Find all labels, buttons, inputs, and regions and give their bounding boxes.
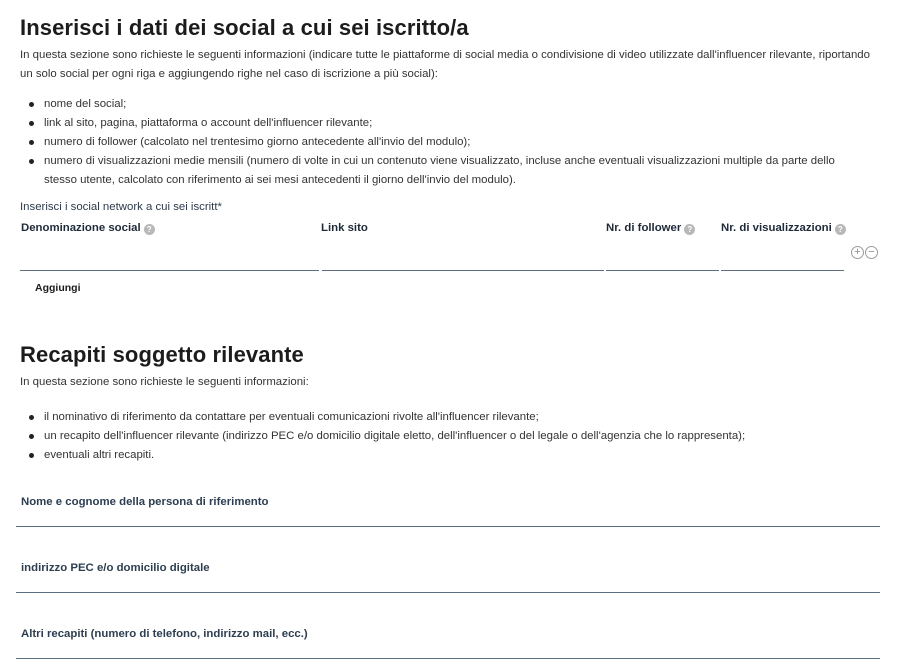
list-item: il nominativo di riferimento da contattare per eventuali comunicazioni rivolte all'influencer rilevante; (20, 408, 866, 427)
pec-label: indirizzo PEC e/o domicilio digitale (21, 562, 210, 574)
column-header-views (721, 222, 846, 235)
contacts-section-intro: In questa sezione sono richieste le seguenti informazioni: (20, 376, 309, 388)
list-item: numero di follower (calcolato nel trentesimo giorno antecedente all'invio del modulo); (20, 133, 866, 152)
social-link-input[interactable] (322, 245, 604, 271)
list-item: link al sito, pagina, piattaforma o account dell'influencer rilevante; (20, 114, 866, 133)
list-item: numero di visualizzazioni medie mensili (numero di volte in cui un contenuto viene visualizzato, incluse anche eventuali visualizzazioni multiple da parte dello stesso utente, calcolato con riferimento ai sei mesi antecedenti il giorno dell'invio del modulo). (20, 152, 866, 190)
column-header-label: Nr. di follower (606, 222, 682, 234)
pec-field[interactable] (16, 562, 880, 593)
help-icon[interactable]: ? (835, 224, 846, 235)
list-item: eventuali altri recapiti. (20, 446, 866, 465)
column-header-label: Link sito (321, 222, 368, 234)
plus-circle-icon[interactable]: + (851, 246, 864, 259)
contact-name-field[interactable] (16, 496, 880, 527)
social-section-intro: In questa sezione sono richieste le seguenti informazioni (indicare tutte le piattaforme di social media o condivisione di video utilizzate dall'influencer rilevante, riportando un solo social per ogni riga e aggiungendo righe nel caso di iscrizione a più social): (20, 49, 870, 80)
contact-name-label: Nome e cognome della persona di riferimento (21, 496, 269, 508)
contacts-info-list (20, 408, 866, 465)
help-icon[interactable]: ? (144, 224, 155, 235)
social-info-list (20, 95, 866, 190)
column-header-social-name (21, 222, 155, 235)
contacts-section-title: Recapiti soggetto rilevante (20, 342, 304, 367)
social-views-input[interactable] (721, 245, 844, 271)
social-followers-input[interactable] (606, 245, 719, 271)
add-social-button[interactable]: Aggiungi (35, 282, 81, 294)
column-header-label: Denominazione social (21, 222, 141, 234)
social-table-label: Inserisci i social network a cui sei iscritt* (20, 201, 222, 213)
column-header-followers (606, 222, 695, 235)
column-header-label: Nr. di visualizzazioni (721, 222, 832, 234)
social-section-title: Inserisci i dati dei social a cui sei iscritto/a (20, 15, 469, 40)
list-item: nome del social; (20, 95, 866, 114)
other-contacts-label: Altri recapiti (numero di telefono, indirizzo mail, ecc.) (21, 628, 308, 640)
help-icon[interactable]: ? (684, 224, 695, 235)
list-item: un recapito dell'influencer rilevante (indirizzo PEC e/o domicilio digitale eletto, dell'influencer o del legale o dell'agenzia che lo rappresenta); (20, 427, 866, 446)
other-contacts-field[interactable] (16, 628, 880, 659)
social-name-input[interactable] (20, 245, 319, 271)
minus-circle-icon[interactable]: − (865, 246, 878, 259)
column-header-link (321, 222, 368, 234)
